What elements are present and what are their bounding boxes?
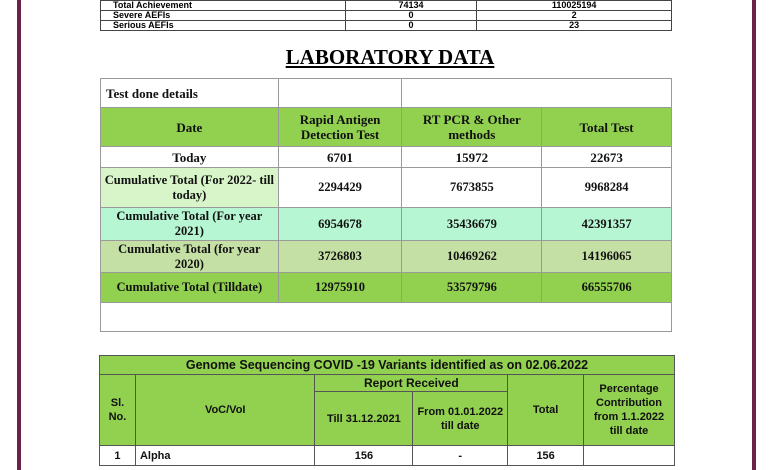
page-frame-left bbox=[17, 0, 21, 470]
aefi-value: 23 bbox=[477, 21, 672, 31]
cell-value: 22673 bbox=[542, 147, 672, 168]
column-header: Till 31.12.2021 bbox=[315, 392, 413, 446]
column-header: Date bbox=[101, 108, 279, 147]
cell-value bbox=[584, 446, 675, 466]
column-header: From 01.01.2022 till date bbox=[413, 392, 508, 446]
column-header: Report Received bbox=[315, 375, 508, 392]
aefi-label: Total Achievement bbox=[101, 1, 346, 11]
cell-value: 10469262 bbox=[402, 241, 542, 273]
genome-header-row bbox=[100, 375, 675, 392]
genome-title-row bbox=[100, 356, 675, 375]
cell-value: 6701 bbox=[278, 147, 402, 168]
table-caption: Test done details bbox=[101, 79, 279, 108]
aefi-label: Serious AEFIs bbox=[101, 21, 346, 31]
cell-value: 14196065 bbox=[542, 241, 672, 273]
table-row bbox=[101, 241, 672, 273]
table-row bbox=[100, 446, 675, 466]
caption-row bbox=[101, 79, 672, 108]
row-label: Today bbox=[101, 147, 279, 168]
cell-value: 42391357 bbox=[542, 208, 672, 241]
aefi-label: Severe AEFIs bbox=[101, 11, 346, 21]
cell-value: 6954678 bbox=[278, 208, 402, 241]
genome-table bbox=[99, 355, 675, 466]
aefi-row bbox=[101, 1, 672, 11]
genome-title: Genome Sequencing COVID -19 Variants identified as on 02.06.2022 bbox=[100, 356, 675, 375]
footer-row bbox=[101, 303, 672, 332]
column-header: Percentage Contribution from 1.1.2022 till date bbox=[584, 375, 675, 446]
page-frame-right bbox=[752, 0, 756, 470]
cell-value: - bbox=[413, 446, 508, 466]
column-header: RT PCR & Other methods bbox=[402, 108, 542, 147]
cell-value: 15972 bbox=[402, 147, 542, 168]
cell-value: 9968284 bbox=[542, 168, 672, 208]
aefi-value: 74134 bbox=[345, 1, 477, 11]
cell-value: 2294429 bbox=[278, 168, 402, 208]
header-row bbox=[101, 108, 672, 147]
row-label: Cumulative Total (For 2022- till today) bbox=[101, 168, 279, 208]
cell-value: 156 bbox=[508, 446, 584, 466]
variant-name: Alpha bbox=[135, 446, 315, 466]
table-row bbox=[101, 208, 672, 241]
column-header: Total Test bbox=[542, 108, 672, 147]
cell-value: 66555706 bbox=[542, 273, 672, 303]
serial-number: 1 bbox=[100, 446, 136, 466]
aefi-value: 110025194 bbox=[477, 1, 672, 11]
section-title-text: LABORATORY DATA bbox=[285, 45, 495, 69]
aefi-value: 0 bbox=[345, 21, 477, 31]
cell-value: 3726803 bbox=[278, 241, 402, 273]
aefi-row bbox=[101, 11, 672, 21]
row-label: Cumulative Total (For year 2021) bbox=[101, 208, 279, 241]
cell-value: 35436679 bbox=[402, 208, 542, 241]
section-title bbox=[0, 45, 780, 70]
column-header: Sl. No. bbox=[100, 375, 136, 446]
cell-value: 53579796 bbox=[402, 273, 542, 303]
table-row bbox=[101, 168, 672, 208]
column-header: Rapid Antigen Detection Test bbox=[278, 108, 402, 147]
column-header: Total bbox=[508, 375, 584, 446]
cell-value: 7673855 bbox=[402, 168, 542, 208]
cell-value: 12975910 bbox=[278, 273, 402, 303]
laboratory-table bbox=[100, 78, 672, 332]
aefi-table bbox=[100, 0, 672, 31]
column-header: VoC/VoI bbox=[135, 375, 315, 446]
aefi-row bbox=[101, 21, 672, 31]
table-row bbox=[101, 147, 672, 168]
aefi-value: 2 bbox=[477, 11, 672, 21]
table-row bbox=[101, 273, 672, 303]
aefi-value: 0 bbox=[345, 11, 477, 21]
cell-value: 156 bbox=[315, 446, 413, 466]
row-label: Cumulative Total (for year 2020) bbox=[101, 241, 279, 273]
row-label: Cumulative Total (Tilldate) bbox=[101, 273, 279, 303]
